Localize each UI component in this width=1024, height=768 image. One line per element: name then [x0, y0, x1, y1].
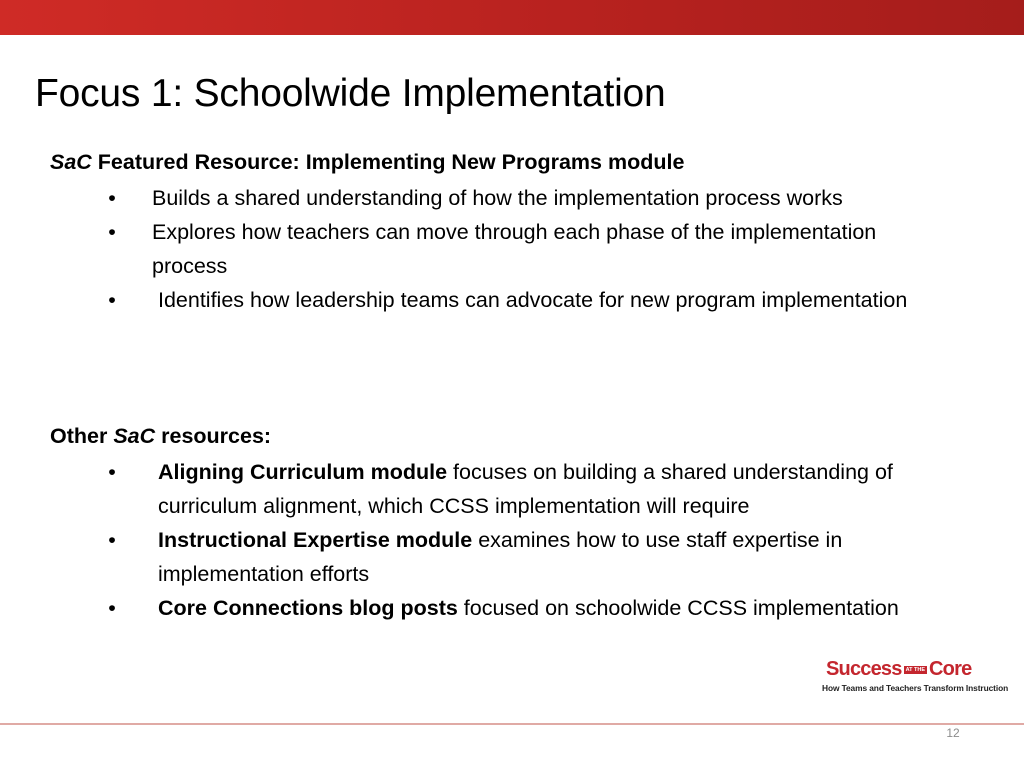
logo-tagline: How Teams and Teachers Transform Instruction [822, 683, 1009, 693]
bullet-icon: • [108, 596, 116, 620]
list-item [108, 181, 942, 215]
list-item [108, 523, 958, 591]
bullet-icon: • [108, 220, 116, 244]
bullet-text: Builds a shared understanding of how the implementation process works [152, 186, 843, 210]
footer-divider [0, 723, 1024, 725]
bullet-icon: • [108, 186, 116, 210]
logo-at-the: AT THE [905, 667, 926, 673]
logo-word-core: Core [929, 658, 972, 680]
resource-description: focuses on building a shared understanding of curriculum alignment, which CCSS implementation will require [158, 460, 893, 518]
logo-word-success: Success [826, 658, 902, 680]
resource-name: Core Connections blog posts [158, 596, 458, 620]
bullet-icon: • [108, 528, 116, 552]
slide-title: Focus 1: Schoolwide Implementation [35, 72, 666, 115]
other-resources-heading [50, 424, 271, 449]
list-item [108, 591, 958, 625]
bullet-icon: • [108, 288, 116, 312]
featured-bullet-list [108, 181, 942, 317]
list-item [108, 283, 942, 317]
resource-name: Aligning Curriculum module [158, 460, 448, 484]
list-item [108, 455, 958, 523]
success-at-the-core-logo [812, 658, 1007, 710]
bullet-icon: • [108, 460, 116, 484]
resource-description: examines how to use staff expertise in implementation efforts [158, 528, 843, 586]
other-resources-list [108, 455, 958, 625]
bullet-text: Explores how teachers can move through each phase of the implementation process [152, 220, 877, 278]
resource-description: focused on schoolwide CCSS implementation [457, 596, 899, 620]
sac-italic: SaC [50, 150, 92, 174]
featured-resource-heading [50, 150, 684, 175]
bullet-text: Identifies how leadership teams can advocate for new program implementation [152, 288, 908, 312]
other-heading-post: resources: [155, 424, 272, 448]
resource-name: Instructional Expertise module [158, 528, 473, 552]
sac-italic: SaC [113, 424, 156, 448]
other-heading-pre: Other [50, 424, 114, 448]
featured-heading-text: Featured Resource: Implementing New Programs module [91, 150, 685, 174]
list-item [108, 215, 942, 283]
page-number: 12 [946, 726, 960, 740]
header-bar [0, 0, 1024, 35]
